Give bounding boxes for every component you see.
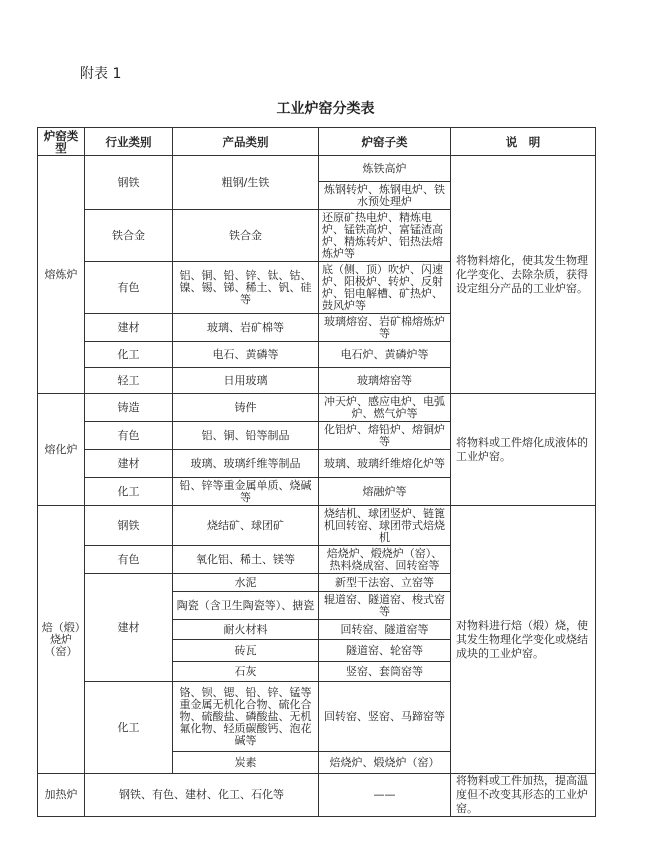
product-cell: 水泥 xyxy=(173,574,319,592)
product-cell: 石灰 xyxy=(173,662,319,682)
header-description: 说 明 xyxy=(451,128,596,156)
table-title: 工业炉窑分类表 xyxy=(276,101,375,117)
product-cell: 铅、锌等重金属单质、烧碱等 xyxy=(173,478,319,506)
furnace-classification-table xyxy=(37,127,596,817)
industry-cell: 轻工 xyxy=(85,368,173,394)
subtype-cell: 化铝炉、熔铅炉、熔铜炉等 xyxy=(319,422,451,450)
subtype-cell: 玻璃、玻璃纤维熔化炉等 xyxy=(319,450,451,478)
industry-cell: 有色 xyxy=(85,262,173,314)
product-cell: 电石、黄磷等 xyxy=(173,342,319,368)
product-cell: 玻璃、玻璃纤维等制品 xyxy=(173,450,319,478)
industry-cell: 化工 xyxy=(85,342,173,368)
subtype-cell: 回转窑、竖窑、马蹄窑等 xyxy=(319,682,451,752)
subtype-cell: 竖窑、套筒窑等 xyxy=(319,662,451,682)
furnace-type-cell: 熔化炉 xyxy=(38,394,85,506)
table-row xyxy=(38,774,596,817)
product-cell: 铬、钡、锶、铅、锌、锰等重金属无机化合物、硫化合物、硫酸盐、磷酸盐、无机氟化物、轻质碳酸钙、泡花碱等 xyxy=(173,682,319,752)
subtype-cell: 还原矿热电炉、精炼电炉、锰铁高炉、富锰渣高炉、精炼转炉、铝热法熔炼炉等 xyxy=(319,210,451,262)
subtype-cell: 熔融炉等 xyxy=(319,478,451,506)
product-cell: 铝、铜、铅、锌、钛、钴、镍、锡、锑、稀土、钒、硅等 xyxy=(173,262,319,314)
industry-cell: 铁合金 xyxy=(85,210,173,262)
subtype-cell: 冲天炉、感应电炉、电弧炉、燃气炉等 xyxy=(319,394,451,422)
industry-product-cell: 钢铁、有色、建材、化工、石化等 xyxy=(85,774,319,817)
product-cell: 炭素 xyxy=(173,752,319,774)
subtype-cell: 回转窑、隧道窑等 xyxy=(319,620,451,640)
industry-cell: 建材 xyxy=(85,450,173,478)
subtype-cell: 焙烧炉、煅烧炉（窑） xyxy=(319,752,451,774)
subtype-cell: 炼钢转炉、炼钢电炉、铁水预处理炉 xyxy=(319,182,451,210)
industry-cell: 铸造 xyxy=(85,394,173,422)
subtype-cell: 烧结机、球团竖炉、链篦机回转窑、球团带式焙烧机 xyxy=(319,506,451,546)
header-subtype: 炉窑子类 xyxy=(319,128,451,156)
header-product: 产品类别 xyxy=(173,128,319,156)
product-cell: 铸件 xyxy=(173,394,319,422)
industry-cell: 化工 xyxy=(85,682,173,774)
description-cell: 将物料或工件熔化成液体的工业炉窑。 xyxy=(451,394,596,506)
subtype-cell: 底（侧、顶）吹炉、闪速炉、阳极炉、转炉、反射炉、铝电解槽、矿热炉、鼓风炉等 xyxy=(319,262,451,314)
header-row xyxy=(38,128,596,156)
product-cell: 耐火材料 xyxy=(173,620,319,640)
subtype-cell: 玻璃熔窑、岩矿棉熔炼炉等 xyxy=(319,314,451,342)
subtype-cell: 隧道窑、轮窑等 xyxy=(319,640,451,662)
product-cell: 铁合金 xyxy=(173,210,319,262)
subtype-cell: 新型干法窑、立窑等 xyxy=(319,574,451,592)
product-cell: 玻璃、岩矿棉等 xyxy=(173,314,319,342)
subtype-cell: —— xyxy=(319,774,451,817)
industry-cell: 钢铁 xyxy=(85,506,173,546)
product-cell: 烧结矿、球团矿 xyxy=(173,506,319,546)
industry-cell: 钢铁 xyxy=(85,156,173,210)
industry-cell: 化工 xyxy=(85,478,173,506)
attachment-label: 附表 1 xyxy=(80,66,122,82)
subtype-cell: 电石炉、黄磷炉等 xyxy=(319,342,451,368)
product-cell: 铝、铜、铅等制品 xyxy=(173,422,319,450)
subtype-cell: 焙烧炉、煅烧炉（窑）、热料烧成窑、回转窑等 xyxy=(319,546,451,574)
subtype-cell: 辊道窑、隧道窑、梭式窑等 xyxy=(319,592,451,620)
description-cell: 将物料熔化，使其发生物理化学变化、去除杂质，获得设定组分产品的工业炉窑。 xyxy=(451,156,596,394)
description-cell: 将物料或工件加热，提高温度但不改变其形态的工业炉窑。 xyxy=(451,774,596,817)
industry-cell: 建材 xyxy=(85,314,173,342)
furnace-type-cell: 加热炉 xyxy=(38,774,85,817)
industry-cell: 有色 xyxy=(85,546,173,574)
table-row xyxy=(38,156,596,182)
furnace-type-cell: 熔炼炉 xyxy=(38,156,85,394)
industry-cell: 有色 xyxy=(85,422,173,450)
header-industry: 行业类别 xyxy=(85,128,173,156)
product-cell: 砖瓦 xyxy=(173,640,319,662)
description-cell: 对物料进行焙（煅）烧，使其发生物理化学变化或烧结成块的工业炉窑。 xyxy=(451,506,596,774)
header-furnace-type: 炉窑类型 xyxy=(38,128,85,156)
product-cell: 氧化铝、稀土、镁等 xyxy=(173,546,319,574)
product-cell: 日用玻璃 xyxy=(173,368,319,394)
furnace-type-cell: 焙（煅）烧炉（窑） xyxy=(38,506,85,774)
table-row xyxy=(38,506,596,546)
product-cell: 粗钢/生铁 xyxy=(173,156,319,210)
subtype-cell: 玻璃熔窑等 xyxy=(319,368,451,394)
table-row xyxy=(38,394,596,422)
product-cell: 陶瓷（含卫生陶瓷等）、搪瓷 xyxy=(173,592,319,620)
industry-cell: 建材 xyxy=(85,574,173,682)
subtype-cell: 炼铁高炉 xyxy=(319,156,451,182)
